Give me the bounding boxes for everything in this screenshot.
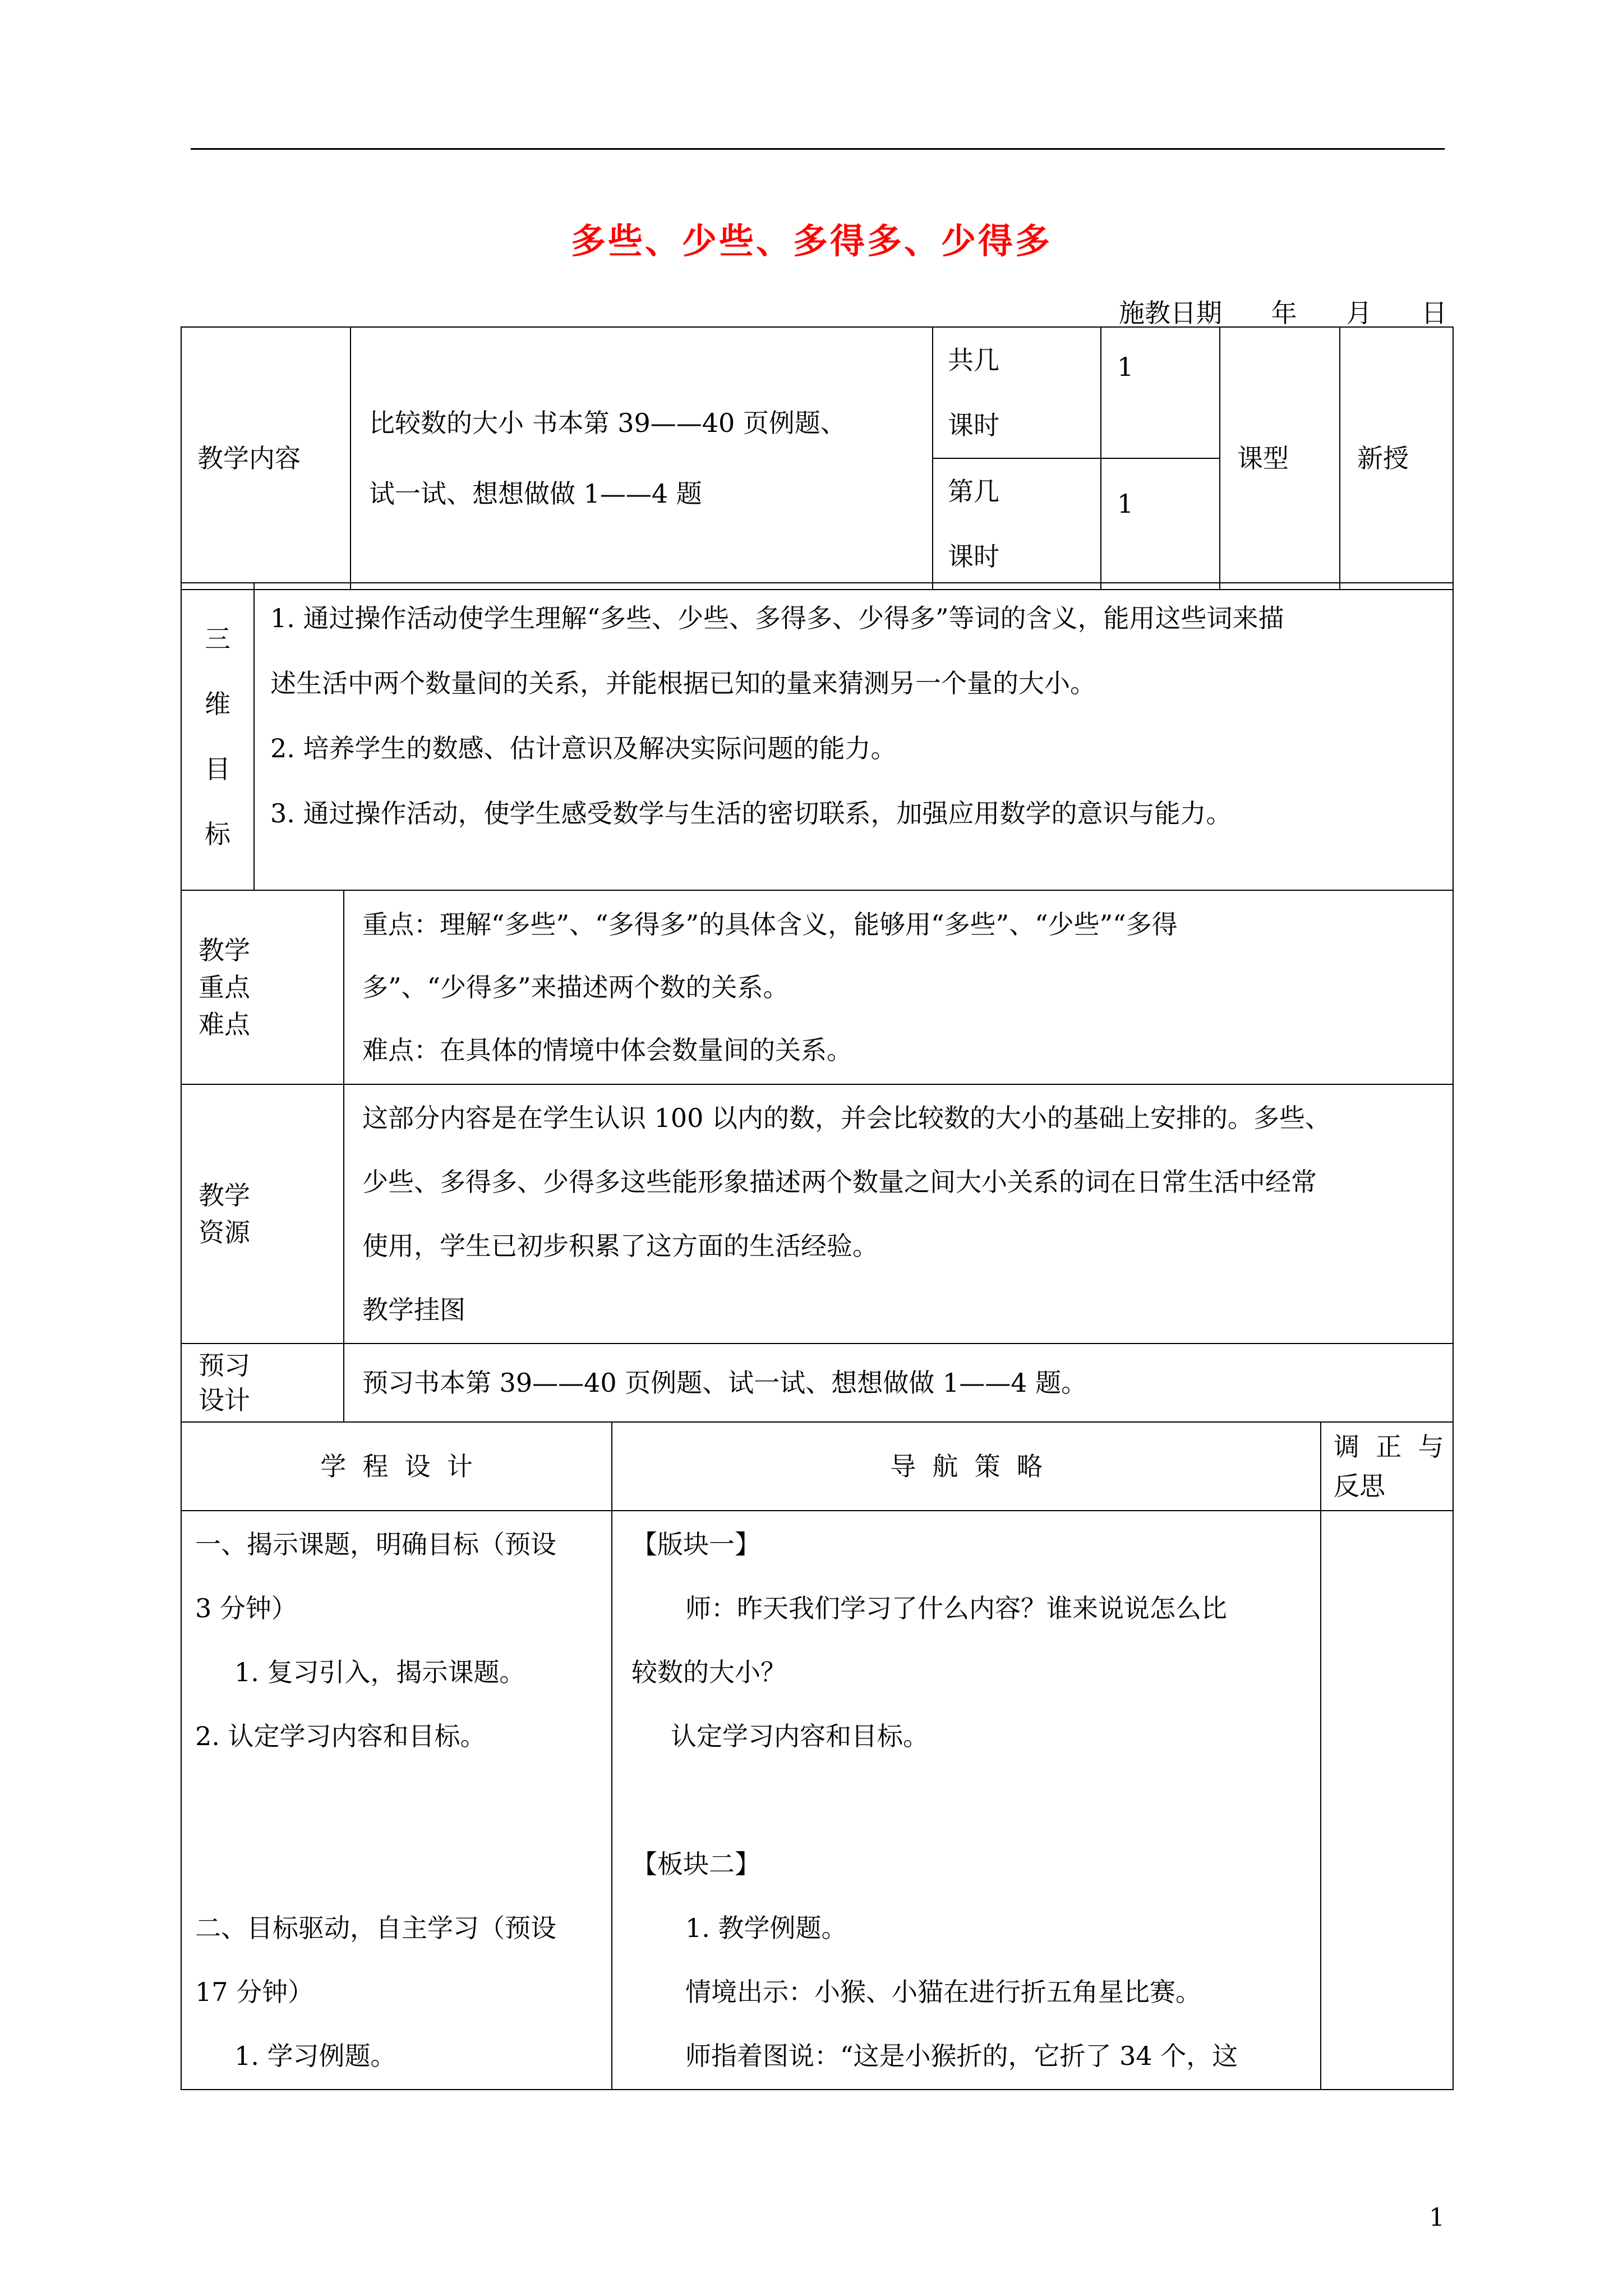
total-hours-label-line: 课时 <box>948 410 999 440</box>
nth-hour-label <box>933 458 1101 590</box>
process-right-line: 【板块二】 <box>631 1849 760 1879</box>
process-left-line <box>195 1768 594 1832</box>
process-left-line: 一、揭示课题，明确目标（预设 <box>195 1529 556 1559</box>
key-points-label <box>181 890 344 1084</box>
process-table <box>181 1421 1454 2090</box>
goals-label-char: 维 <box>205 689 230 719</box>
preview-label <box>181 1343 344 1422</box>
goal-line: 述生活中两个数量间的关系，并能根据已知的量来猜测另一个量的大小。 <box>270 668 1096 698</box>
reflection-header-line: 反思 <box>1334 1471 1385 1501</box>
goals-label-char: 标 <box>205 819 230 849</box>
nth-hour-label-line: 课时 <box>948 541 999 572</box>
resources-content <box>344 1084 1453 1343</box>
key-points-line: 难点：在具体的情境中体会数量间的关系。 <box>362 1035 852 1065</box>
page-title: 多些、少些、多得多、少得多 <box>570 220 1052 261</box>
key-points-label-line: 教学 <box>199 935 250 965</box>
process-left-line: 二、目标驱动，自主学习（预设 <box>195 1913 556 1943</box>
content-line: 比较数的大小 书本第 39——40 页例题、 <box>369 408 846 438</box>
nth-hour-label-line: 第几 <box>948 476 999 507</box>
nth-hour-value: 1 <box>1101 458 1220 590</box>
content-label: 教学内容 <box>181 327 351 590</box>
reflection-header-line: 调 正 与 <box>1334 1432 1444 1462</box>
resources-line: 使用，学生已初步积累了这方面的生活经验。 <box>362 1231 878 1261</box>
process-header-reflection <box>1321 1422 1453 1511</box>
key-points-label-line: 重点 <box>199 972 250 1002</box>
goals-content <box>254 583 1453 890</box>
resources-label <box>181 1084 344 1343</box>
goals-table <box>181 582 1454 891</box>
preview-content: 预习书本第 39——40 页例题、试一试、想想做做 1——4 题。 <box>344 1343 1453 1422</box>
content-cell <box>351 327 933 590</box>
process-right-line: 情境出示：小猴、小猫在进行折五角星比赛。 <box>685 1977 1201 2007</box>
total-hours-value: 1 <box>1101 327 1220 458</box>
key-points-content <box>344 890 1453 1084</box>
process-left <box>181 1511 612 2090</box>
teaching-table <box>181 890 1454 1423</box>
resources-label-line: 教学 <box>199 1180 250 1211</box>
resources-line: 这部分内容是在学生认识 100 以内的数，并会比较数的大小的基础上安排的。多些、 <box>362 1103 1331 1133</box>
process-right-line: 【版块一】 <box>631 1529 760 1559</box>
process-header-strategy: 导 航 策 略 <box>612 1422 1321 1511</box>
process-reflection <box>1321 1511 1453 2090</box>
preview-label-line: 预习 <box>199 1350 250 1381</box>
goal-line: 1. 通过操作活动使学生理解“多些、少些、多得多、少得多”等词的含义，能用这些词来描 <box>270 603 1284 633</box>
process-left-line: 2. 认定学习内容和目标。 <box>195 1721 486 1751</box>
preview-label-line: 设计 <box>199 1385 250 1415</box>
process-right-line: 较数的大小？ <box>631 1657 786 1687</box>
resources-line: 教学挂图 <box>362 1295 465 1325</box>
content-line: 试一试、想想做做 1——4 题 <box>369 478 702 509</box>
resources-line: 少些、多得多、少得多这些能形象描述两个数量之间大小关系的词在日常生活中经常 <box>362 1167 1317 1197</box>
process-right-line: 1. 教学例题。 <box>685 1913 847 1943</box>
key-points-line: 重点：理解“多些”、“多得多”的具体含义，能够用“多些”、“少些”“多得 <box>362 909 1178 940</box>
process-left-line <box>195 1832 594 1896</box>
resources-label-line: 资源 <box>199 1217 250 1248</box>
lesson-type-label: 课型 <box>1220 327 1340 590</box>
goal-line: 2. 培养学生的数感、估计意识及解决实际问题的能力。 <box>270 733 897 763</box>
lesson-type-value: 新授 <box>1340 327 1453 590</box>
goals-label <box>181 583 254 890</box>
process-left-line: 17 分钟） <box>195 1977 314 2007</box>
process-right-line: 认定学习内容和目标。 <box>671 1721 929 1751</box>
process-right-line: 师：昨天我们学习了什么内容？谁来说说怎么比 <box>685 1593 1227 1623</box>
process-left-line: 3 分钟） <box>195 1593 297 1623</box>
process-right-line: 师指着图说：“这是小猴折的，它折了 34 个，这 <box>685 2041 1238 2071</box>
process-header-design: 学 程 设 计 <box>181 1422 612 1511</box>
process-left-line: 1. 学习例题。 <box>234 2041 396 2071</box>
date-line: 施教日期 年 月 日 <box>1119 298 1447 328</box>
total-hours-label <box>933 327 1101 458</box>
key-points-line: 多”、“少得多”来描述两个数的关系。 <box>362 972 789 1002</box>
process-left-line: 1. 复习引入，揭示课题。 <box>234 1657 525 1687</box>
header-rule <box>191 148 1445 150</box>
process-right <box>612 1511 1321 2090</box>
goals-label-char: 目 <box>205 754 230 784</box>
goals-label-char: 三 <box>205 624 230 654</box>
goal-line: 3. 通过操作活动，使学生感受数学与生活的密切联系，加强应用数学的意识与能力。 <box>270 798 1232 829</box>
page-number: 1 <box>1429 2203 1445 2232</box>
total-hours-label-line: 共几 <box>948 345 999 375</box>
process-right-line <box>631 1768 1303 1832</box>
info-table <box>181 326 1454 590</box>
key-points-label-line: 难点 <box>199 1009 250 1039</box>
